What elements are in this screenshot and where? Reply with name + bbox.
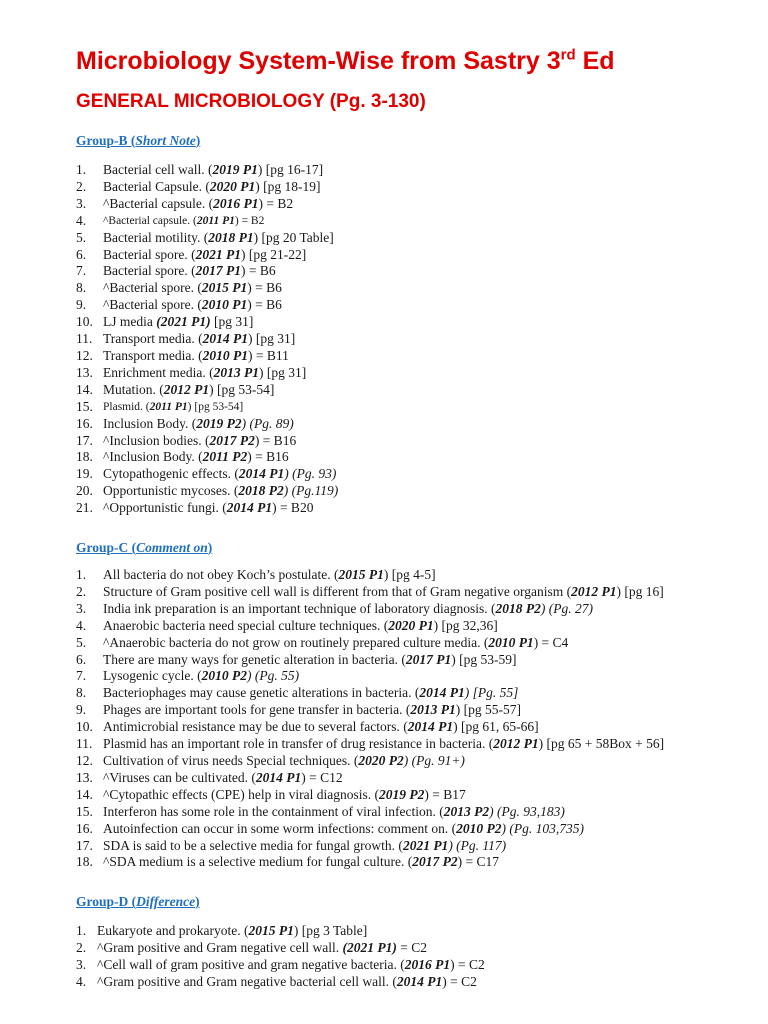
item-topic: ^Viruses can be cultivated. ( — [103, 769, 256, 785]
list-item — [76, 280, 708, 297]
group-heading-type: Short Note — [135, 133, 196, 148]
item-page-ref: ) = B16 — [254, 432, 297, 448]
item-topic: Inclusion Body. ( — [103, 415, 197, 431]
item-number: 2. — [76, 583, 87, 599]
item-number: 19. — [76, 466, 93, 482]
item-topic: ^Inclusion bodies. ( — [103, 432, 210, 448]
item-exam-ref: 2017 P2 — [209, 432, 255, 448]
item-exam-ref: 2014 P1 — [255, 769, 302, 785]
item-page-ref: ) (Pg. 27) — [540, 600, 593, 616]
list-item — [76, 416, 708, 433]
item-number: 3. — [76, 957, 87, 973]
item-topic: Plasmid has an important role in transfer of drug resistance in bacteria. ( — [103, 736, 494, 752]
item-text — [103, 635, 568, 652]
item-text — [97, 923, 367, 940]
item-number: 14. — [76, 786, 93, 802]
item-exam-ref: 2011 P1 — [196, 214, 235, 227]
item-page-ref: = C2 — [396, 940, 428, 956]
item-page-ref: ) = B2 — [234, 214, 265, 227]
item-text — [103, 348, 289, 365]
item-page-ref: ) [pg 18-19] — [255, 178, 321, 194]
list-item — [76, 433, 708, 450]
item-page-ref: ) [pg 53-54] — [187, 400, 244, 413]
item-number: 3. — [76, 600, 87, 616]
list-item — [76, 923, 708, 940]
list-item — [76, 804, 708, 821]
item-page-ref: ) [pg 55-57] — [455, 702, 521, 718]
item-page-ref: ) (Pg. 89) — [241, 415, 294, 431]
item-exam-ref: 2013 P1 — [213, 364, 259, 380]
item-text — [103, 297, 282, 314]
item-text — [103, 584, 664, 601]
item-exam-ref: 2011 P2 — [202, 449, 248, 465]
item-topic: ^Gram positive and Gram negative bacterial cell wall. ( — [97, 974, 397, 990]
item-exam-ref: 2015 P1 — [248, 923, 294, 939]
item-topic: India ink preparation is an important technique of laboratory diagnosis. ( — [103, 600, 496, 616]
item-exam-ref: 2013 P2 — [443, 803, 490, 819]
list-item — [76, 230, 708, 247]
item-topic: Antimicrobial resistance may be due to several factors. ( — [103, 719, 408, 735]
group-heading-prefix: Group-D ( — [76, 894, 137, 910]
item-exam-ref: 2017 P1 — [405, 651, 452, 667]
list-item — [76, 635, 708, 652]
group-b-list — [76, 162, 708, 517]
item-number: 17. — [76, 837, 93, 853]
item-number: 9. — [76, 297, 87, 313]
group-b-heading — [76, 132, 708, 150]
item-page-ref: ) [pg 53-54] — [209, 381, 275, 397]
item-number: 17. — [76, 432, 93, 448]
item-exam-ref: 2010 P2 — [201, 668, 247, 684]
list-item — [76, 179, 708, 196]
item-text — [103, 854, 499, 871]
list-item — [76, 297, 708, 314]
item-text — [103, 567, 436, 584]
item-page-ref: ) = B6 — [247, 280, 282, 296]
item-exam-ref: 2018 P2 — [238, 483, 284, 499]
list-item — [76, 247, 708, 264]
item-text — [103, 382, 274, 399]
item-topic: Bacterial spore. ( — [103, 246, 196, 262]
item-text — [103, 213, 264, 230]
item-exam-ref: 2014 P1 — [419, 685, 465, 701]
list-item — [76, 685, 708, 702]
title-text: Microbiology System-Wise from Sastry 3 — [76, 47, 561, 75]
item-exam-ref: 2014 P1 — [396, 974, 443, 990]
item-text — [103, 652, 516, 669]
group-c-heading — [76, 539, 708, 557]
item-exam-ref: 2017 P2 — [412, 854, 458, 870]
section-subtitle: GENERAL MICROBIOLOGY (Pg. 3-130) — [76, 91, 426, 112]
item-topic: ^Bacterial spore. ( — [103, 297, 202, 313]
item-text — [103, 331, 295, 348]
item-topic: ^Inclusion Body. ( — [103, 449, 203, 465]
item-topic: Bacterial cell wall. ( — [103, 162, 213, 177]
item-number: 10. — [76, 314, 93, 330]
item-topic: Mutation. ( — [103, 381, 164, 397]
item-topic: Anaerobic bacteria need special culture techniques. ( — [103, 617, 389, 633]
item-page-ref: ) [pg 65 + 58Box + 56] — [538, 736, 665, 752]
item-topic: Structure of Gram positive cell wall is different from that of Gram negative organism ( — [103, 583, 572, 599]
list-item — [76, 770, 708, 787]
item-text — [103, 770, 343, 787]
group-heading-suffix: ) — [207, 540, 213, 556]
item-number: 21. — [76, 500, 93, 516]
item-page-ref: ) = B11 — [248, 347, 289, 363]
item-number: 4. — [76, 974, 87, 990]
item-topic: Lysogenic cycle. ( — [103, 668, 202, 684]
list-item — [76, 753, 708, 770]
item-text — [103, 685, 518, 702]
item-topic: LJ media — [103, 314, 157, 330]
item-number: 1. — [76, 567, 87, 583]
item-exam-ref: 2017 P1 — [195, 263, 241, 279]
item-topic: Cytopathogenic effects. ( — [103, 466, 239, 482]
document-title — [76, 44, 708, 78]
item-topic: Opportunistic mycoses. ( — [103, 483, 239, 499]
item-number: 9. — [76, 702, 87, 718]
item-text — [103, 263, 276, 280]
item-page-ref: ) = C2 — [450, 957, 485, 973]
list-item — [76, 162, 708, 179]
list-item — [76, 365, 708, 382]
item-exam-ref: 2015 P1 — [338, 567, 384, 583]
item-number: 1. — [76, 923, 87, 939]
list-item — [76, 719, 708, 736]
item-exam-ref: 2015 P1 — [201, 280, 248, 296]
item-number: 2. — [76, 178, 87, 194]
item-topic: Bacterial motility. ( — [103, 229, 209, 245]
item-exam-ref: 2010 P1 — [202, 347, 248, 363]
item-number: 12. — [76, 347, 93, 363]
item-exam-ref: 2014 P1 — [226, 500, 273, 516]
list-item — [76, 838, 708, 855]
item-page-ref: ) [pg 20 Table] — [253, 229, 334, 245]
item-exam-ref: 2016 P1 — [213, 195, 259, 211]
item-number: 14. — [76, 381, 93, 397]
item-text — [103, 399, 243, 416]
item-topic: Interferon has some role in the containment of viral infection. ( — [103, 803, 444, 819]
item-page-ref: ) = B20 — [272, 500, 314, 516]
list-item — [76, 668, 708, 685]
list-item — [76, 957, 708, 974]
item-exam-ref: 2013 P1 — [410, 702, 456, 718]
group-heading-suffix: ) — [195, 133, 201, 148]
item-exam-ref: 2018 P2 — [495, 600, 541, 616]
item-text — [103, 179, 320, 196]
item-number: 20. — [76, 483, 93, 499]
item-number: 2. — [76, 940, 87, 956]
item-page-ref: ) [pg 61, 65-66] — [453, 719, 539, 735]
item-text — [103, 162, 323, 179]
item-exam-ref: 2021 P1 — [402, 837, 449, 853]
item-exam-ref: 2014 P1 — [407, 719, 454, 735]
item-page-ref: ) = B17 — [424, 786, 466, 802]
item-number: 13. — [76, 769, 93, 785]
item-number: 4. — [76, 212, 87, 228]
item-topic: ^Bacterial spore. ( — [103, 280, 202, 296]
list-item — [76, 466, 708, 483]
item-text — [103, 483, 338, 500]
item-exam-ref: 2010 P2 — [456, 820, 502, 836]
item-topic: Bacterial Capsule. ( — [103, 178, 210, 194]
item-page-ref: ) [pg 4-5] — [383, 567, 436, 583]
item-number: 8. — [76, 685, 87, 701]
item-text — [103, 601, 593, 618]
item-number: 7. — [76, 668, 87, 684]
item-exam-ref: 2020 P1 — [209, 178, 256, 194]
item-page-ref: ) [pg 21-22] — [240, 246, 307, 262]
item-number: 8. — [76, 280, 87, 296]
item-page-ref: ) = B6 — [240, 263, 276, 279]
item-topic: Phages are important tools for gene transfer in bacteria. ( — [103, 702, 411, 718]
item-exam-ref: 2019 P2 — [379, 786, 425, 802]
list-item — [76, 940, 708, 957]
item-text — [103, 433, 296, 450]
item-page-ref: ) = C12 — [301, 769, 343, 785]
group-heading-prefix: Group-B ( — [76, 133, 136, 148]
item-text — [103, 787, 466, 804]
item-exam-ref: (2021 P1) — [156, 314, 211, 330]
item-text — [103, 821, 584, 838]
list-item — [76, 331, 708, 348]
item-text — [103, 500, 313, 517]
item-topic: All bacteria do not obey Koch’s postulate. ( — [103, 567, 339, 583]
item-page-ref: ) (Pg. 93,183) — [489, 803, 565, 819]
group-d-list — [76, 923, 708, 991]
item-page-ref: ) (Pg. 117) — [448, 837, 507, 853]
group-heading-prefix: Group-C ( — [76, 540, 137, 556]
item-topic: Plasmid. ( — [103, 400, 150, 413]
item-page-ref: ) [pg 53-59] — [451, 651, 517, 667]
item-text — [97, 957, 485, 974]
item-page-ref: ) [pg 32,36] — [433, 617, 498, 633]
item-text — [103, 449, 289, 466]
item-text — [103, 719, 539, 736]
item-exam-ref: 2014 P1 — [202, 331, 248, 347]
group-heading-type: Difference — [136, 894, 196, 910]
item-topic: ^SDA medium is a selective medium for fungal culture. ( — [103, 854, 413, 870]
group-heading-type: Comment on — [136, 540, 208, 556]
list-item — [76, 500, 708, 517]
item-text — [103, 280, 282, 297]
item-text — [103, 314, 253, 331]
item-topic: Autoinfection can occur in some worm infections: comment on. ( — [103, 820, 457, 836]
item-topic: There are many ways for genetic alteration in bacteria. ( — [103, 651, 406, 667]
item-number: 13. — [76, 364, 93, 380]
item-topic: ^Gram positive and Gram negative cell wall. — [97, 940, 343, 956]
question-groups — [76, 132, 708, 991]
item-page-ref: ) (Pg. 103,735) — [501, 820, 585, 836]
item-topic: Cultivation of virus needs Special techniques. ( — [103, 753, 359, 768]
item-number: 3. — [76, 195, 87, 211]
list-item — [76, 601, 708, 618]
item-exam-ref: 2018 P1 — [208, 229, 254, 245]
item-text — [103, 702, 521, 719]
item-text — [103, 196, 293, 213]
item-number: 16. — [76, 415, 93, 431]
title-superscript: rd — [560, 46, 576, 64]
item-page-ref: [pg 31] — [210, 314, 254, 330]
item-number: 5. — [76, 229, 87, 245]
item-text — [103, 247, 306, 264]
item-exam-ref: 2020 P2 — [358, 753, 404, 768]
item-exam-ref: 2019 P2 — [196, 415, 242, 431]
item-exam-ref: 2012 P1 — [163, 381, 210, 397]
item-text — [103, 416, 294, 433]
item-topic: ^Bacterial capsule. ( — [103, 195, 214, 211]
item-topic: ^Cell wall of gram positive and gram negative bacteria. ( — [97, 957, 405, 973]
item-page-ref: ) [pg 3 Table] — [293, 923, 368, 939]
list-item — [76, 348, 708, 365]
item-number: 11. — [76, 331, 93, 347]
list-item — [76, 483, 708, 500]
item-number: 7. — [76, 263, 87, 279]
item-page-ref: ) = C4 — [533, 634, 569, 650]
item-exam-ref: 2016 P1 — [404, 957, 451, 973]
list-item — [76, 382, 708, 399]
item-page-ref: ) (Pg.119) — [283, 483, 339, 499]
item-text — [103, 668, 299, 685]
item-exam-ref: 2011 P1 — [149, 400, 188, 413]
item-topic: SDA is said to be a selective media for fungal growth. ( — [103, 837, 403, 853]
list-item — [76, 974, 708, 991]
item-number: 5. — [76, 634, 87, 650]
item-exam-ref: 2019 P1 — [212, 162, 258, 177]
item-exam-ref: (2021 P1) — [342, 940, 397, 956]
item-text — [103, 838, 506, 855]
list-item — [76, 736, 708, 753]
item-text — [103, 618, 498, 635]
list-item — [76, 854, 708, 871]
list-item — [76, 618, 708, 635]
item-text — [103, 736, 664, 753]
item-exam-ref: 2010 P1 — [488, 634, 534, 650]
item-topic: ^Bacterial capsule. ( — [103, 214, 197, 227]
item-topic: Bacteriophages may cause genetic alterations in bacteria. ( — [103, 685, 420, 701]
item-topic: ^Cytopathic effects (CPE) help in viral diagnosis. ( — [103, 786, 380, 802]
list-item — [76, 652, 708, 669]
item-number: 4. — [76, 617, 87, 633]
item-text — [97, 974, 477, 991]
list-item — [76, 702, 708, 719]
item-number: 18. — [76, 854, 93, 870]
item-number: 1. — [76, 162, 87, 177]
list-item — [76, 584, 708, 601]
list-item — [76, 213, 708, 230]
item-exam-ref: 2021 P1 — [195, 246, 241, 262]
item-page-ref: ) = B6 — [247, 297, 282, 313]
title-tail: Ed — [575, 47, 615, 75]
item-page-ref: ) (Pg. 93) — [284, 466, 337, 482]
item-topic: Enrichment media. ( — [103, 364, 214, 380]
item-topic: Transport media. ( — [103, 331, 203, 347]
list-item — [76, 263, 708, 280]
item-number: 18. — [76, 449, 93, 465]
item-exam-ref: 2012 P1 — [493, 736, 539, 752]
item-page-ref: ) = B16 — [247, 449, 289, 465]
item-page-ref: ) (Pg. 55) — [246, 668, 300, 684]
item-number: 6. — [76, 651, 87, 667]
item-page-ref: ) [pg 31] — [258, 364, 307, 380]
item-exam-ref: 2020 P1 — [388, 617, 434, 633]
list-item — [76, 567, 708, 584]
list-item — [76, 314, 708, 331]
item-number: 15. — [76, 398, 93, 414]
item-page-ref: ) = C2 — [442, 974, 477, 990]
item-number: 10. — [76, 719, 93, 735]
item-text — [103, 753, 465, 770]
item-page-ref: ) [pg 16-17] — [257, 162, 324, 177]
item-number: 6. — [76, 246, 87, 262]
item-topic: ^Anaerobic bacteria do not grow on routinely prepared culture media. ( — [103, 634, 489, 650]
item-page-ref: ) [Pg. 55] — [464, 685, 519, 701]
item-topic: ^Opportunistic fungi. ( — [103, 500, 227, 516]
item-number: 12. — [76, 753, 93, 768]
item-page-ref: ) = B2 — [258, 195, 294, 211]
item-exam-ref: 2014 P1 — [238, 466, 285, 482]
item-number: 15. — [76, 803, 93, 819]
list-item — [76, 399, 708, 416]
group-heading-suffix: ) — [195, 894, 200, 910]
item-page-ref: ) [pg 31] — [248, 331, 296, 347]
list-item — [76, 787, 708, 804]
list-item — [76, 821, 708, 838]
item-number: 16. — [76, 820, 93, 836]
item-text — [103, 230, 334, 247]
item-text — [103, 466, 336, 483]
item-exam-ref: 2012 P1 — [571, 583, 617, 599]
item-text — [103, 365, 306, 382]
item-number: 11. — [76, 736, 93, 752]
item-text — [103, 804, 565, 821]
item-page-ref: ) [pg 16] — [616, 583, 664, 599]
list-item — [76, 196, 708, 213]
item-topic: Transport media. ( — [103, 347, 203, 363]
item-topic: Eukaryote and prokaryote. ( — [97, 923, 249, 939]
item-page-ref: ) = C17 — [457, 854, 500, 870]
group-d-heading — [76, 893, 708, 911]
item-text — [97, 940, 427, 957]
item-topic: Bacterial spore. ( — [103, 263, 196, 279]
item-exam-ref: 2010 P1 — [201, 297, 248, 313]
list-item — [76, 449, 708, 466]
group-c-list — [76, 567, 708, 871]
item-page-ref: ) (Pg. 91+) — [403, 753, 465, 768]
